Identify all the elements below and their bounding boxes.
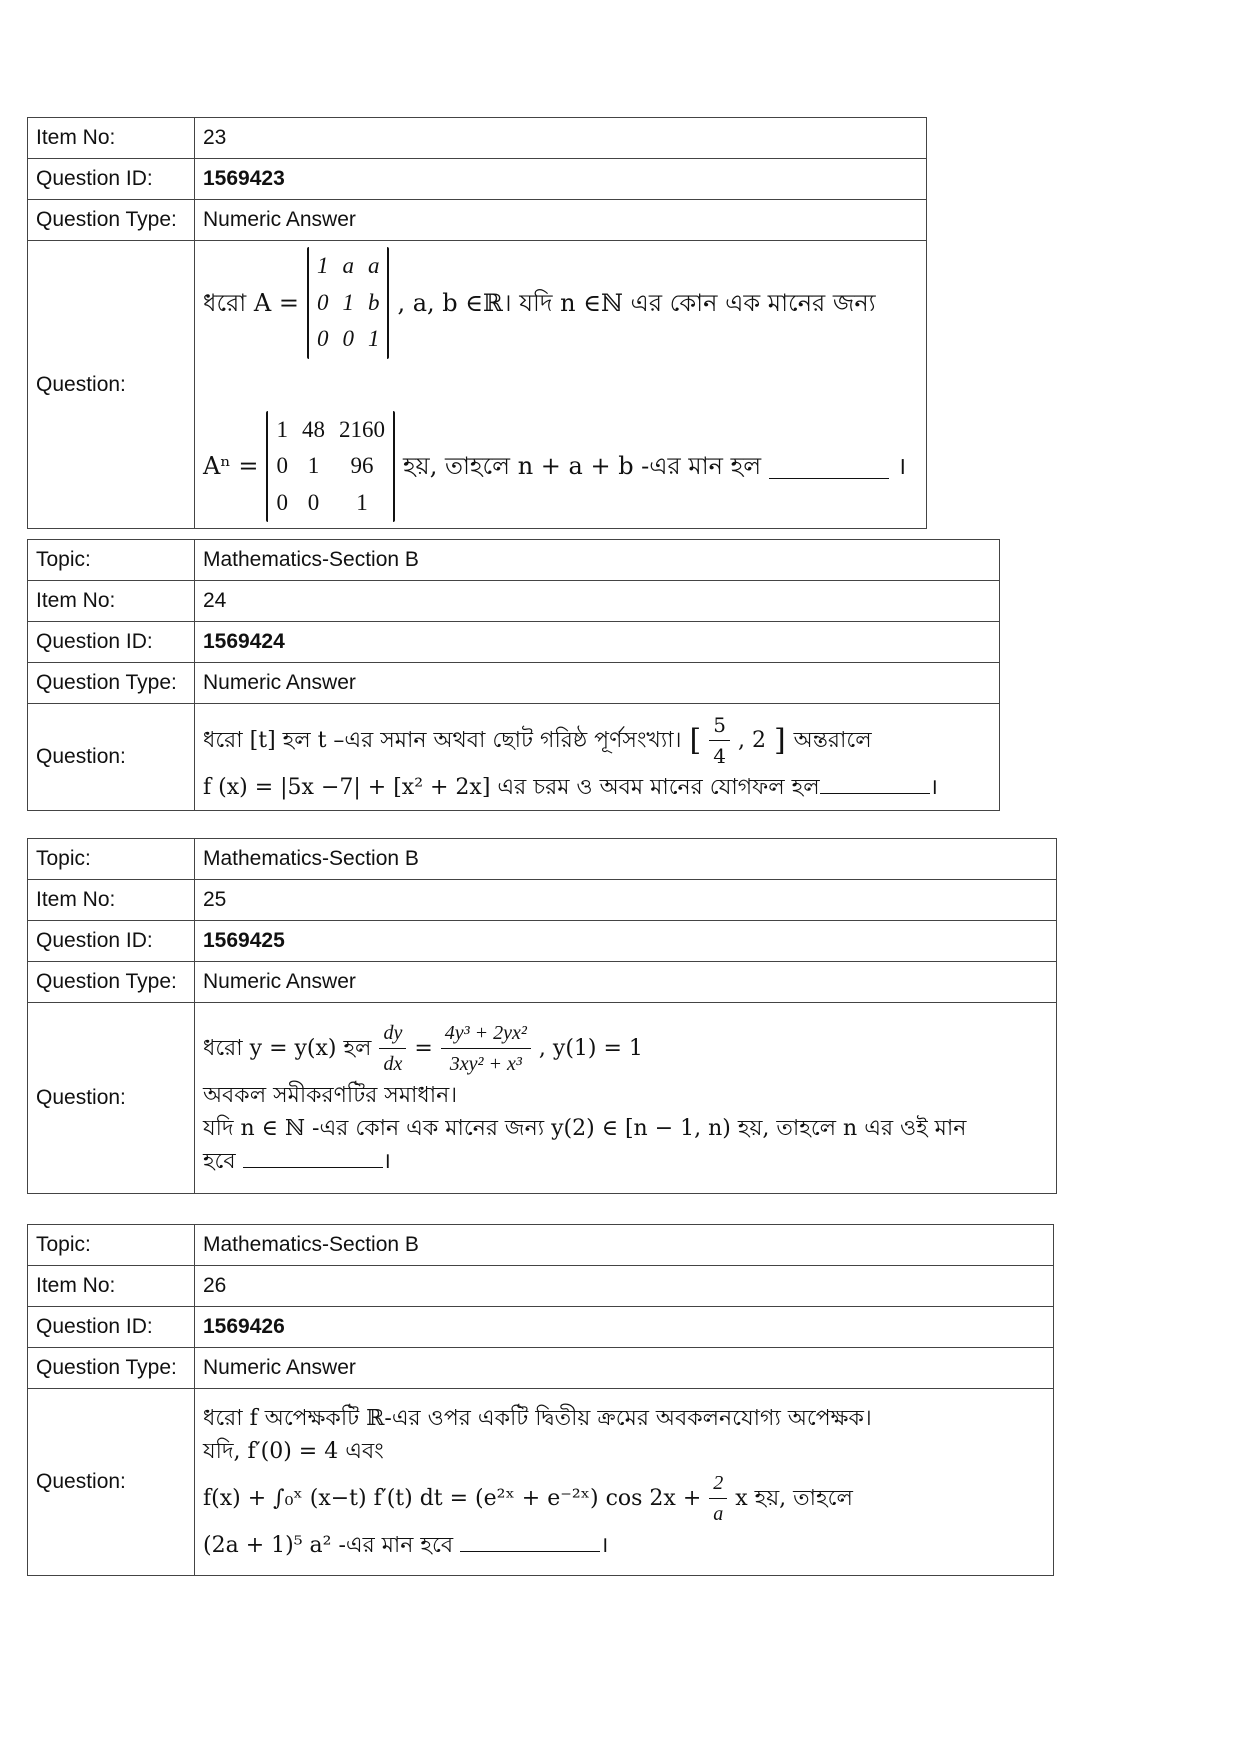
- table-row: [28, 1003, 1057, 1194]
- question-label: Question:: [28, 1003, 195, 1194]
- topic-value: Mathematics-Section B: [195, 1225, 1054, 1266]
- item-no-label: Item No:: [28, 1266, 195, 1307]
- table-row: [28, 921, 1057, 962]
- table-row: [28, 962, 1057, 1003]
- matrix-cell: 1: [367, 326, 380, 351]
- question-id-value: 1569424: [195, 622, 1000, 663]
- matrix-cell: 0: [316, 289, 329, 315]
- question-body: [195, 1389, 1054, 1576]
- question-id-label: Question ID:: [28, 921, 195, 962]
- table-row: [28, 581, 1000, 622]
- table-row: [28, 159, 927, 200]
- item-no-label: Item No:: [28, 581, 195, 622]
- question-table-23: [27, 117, 927, 529]
- interval-end: , 2: [737, 728, 766, 753]
- question-type-label: Question Type:: [28, 663, 195, 704]
- fraction-numerator: 2: [709, 1468, 727, 1499]
- q25-line4: হবে: [203, 1149, 236, 1174]
- q24-line1-b: অন্তরালে: [793, 728, 872, 753]
- question-type-label: Question Type:: [28, 1348, 195, 1389]
- matrix-cell: a: [342, 253, 354, 278]
- item-no-value: 24: [195, 581, 1000, 622]
- q23-line1-prefix: ধরো A =: [203, 288, 299, 317]
- q25-line2: অবকল সমীকরণটির সমাধান।: [203, 1083, 458, 1108]
- q24-line1-a: ধরো [t] হল t –এর সমান অথবা ছোট গরিষ্ঠ পূর্ণসংখ্যা।: [203, 728, 682, 753]
- question-type-value: Numeric Answer: [195, 1348, 1054, 1389]
- question-table-26: [27, 1224, 1054, 1576]
- question-id-value: 1569423: [195, 159, 927, 200]
- table-row: [28, 1266, 1054, 1307]
- matrix-cell: 0: [342, 326, 354, 351]
- matrix-cell: 1: [307, 453, 320, 478]
- question-type-label: Question Type:: [28, 962, 195, 1003]
- question-id-label: Question ID:: [28, 622, 195, 663]
- table-row: [28, 241, 927, 529]
- table-row: [28, 1225, 1054, 1266]
- question-id-value: 1569425: [195, 921, 1057, 962]
- table-row: [28, 200, 927, 241]
- matrix-cell: 1: [356, 489, 368, 515]
- matrix-cell: 1: [342, 289, 354, 315]
- q24-end: ।: [929, 775, 938, 800]
- question-type-value: Numeric Answer: [195, 663, 1000, 704]
- answer-blank: [243, 1145, 383, 1168]
- question-type-value: Numeric Answer: [195, 962, 1057, 1003]
- table-row: [28, 540, 1000, 581]
- answer-blank: [460, 1529, 600, 1552]
- q26-line1: ধরো f অপেক্ষকটি ℝ-এর ওপর একটি দ্বিতীয় ক্রমের অবকলনযোগ্য অপেক্ষক।: [203, 1406, 872, 1431]
- question-body: [195, 1003, 1057, 1194]
- item-no-label: Item No:: [28, 118, 195, 159]
- answer-blank: [820, 771, 930, 794]
- table-row: [28, 1307, 1054, 1348]
- q26-line3-a: f(x) + ∫₀ˣ (x−t) f′(t) dt = (e²ˣ + e⁻²ˣ) cos 2x +: [203, 1486, 702, 1511]
- topic-value: Mathematics-Section B: [195, 540, 1000, 581]
- matrix-cell: 1: [316, 253, 329, 278]
- question-type-value: Numeric Answer: [195, 200, 927, 241]
- question-table-24: [27, 539, 1000, 811]
- topic-label: Topic:: [28, 540, 195, 581]
- fraction-denominator: 3xy² + x³: [449, 1053, 522, 1075]
- matrix-a: [307, 247, 390, 359]
- matrix-cell: 0: [307, 489, 320, 515]
- question-id-value: 1569426: [195, 1307, 1054, 1348]
- item-no-label: Item No:: [28, 880, 195, 921]
- q26-line2: যদি, f′(0) = 4 এবং: [203, 1439, 384, 1464]
- question-id-label: Question ID:: [28, 1307, 195, 1348]
- initial-condition: , y(1) = 1: [538, 1036, 643, 1061]
- matrix-a-power-n: [266, 411, 395, 523]
- item-no-value: 26: [195, 1266, 1054, 1307]
- q25-line3: যদি n ∈ ℕ -এর কোন এক মানের জন্য y(2) ∈ [n − 1, n) হয়, তাহলে n এর ওই মান: [203, 1116, 967, 1141]
- question-label: Question:: [28, 1389, 195, 1576]
- table-row: [28, 704, 1000, 811]
- question-type-label: Question Type:: [28, 200, 195, 241]
- matrix-cell: 0: [316, 326, 329, 351]
- bracket-open: [: [689, 723, 702, 758]
- q25-line1-a: ধরো y = y(x) হল: [203, 1036, 372, 1061]
- matrix-cell: 1: [276, 416, 288, 442]
- table-row: [28, 622, 1000, 663]
- table-row: [28, 1389, 1054, 1576]
- fraction-denominator: dx: [383, 1053, 403, 1075]
- question-id-label: Question ID:: [28, 159, 195, 200]
- matrix-cell: 0: [276, 453, 288, 478]
- table-row: [28, 1348, 1054, 1389]
- fraction-numerator: 4y³ + 2yx²: [441, 1018, 531, 1049]
- question-label: Question:: [28, 704, 195, 811]
- matrix-cell: 2160: [338, 416, 385, 442]
- topic-label: Topic:: [28, 839, 195, 880]
- interval-fraction: [709, 710, 730, 771]
- bracket-close: ]: [773, 723, 786, 758]
- answer-blank: [769, 454, 889, 479]
- matrix-cell: b: [367, 289, 380, 315]
- fraction-numerator: 5: [709, 710, 730, 741]
- q24-line2: f (x) = |5x −7| + [x² + 2x] এর চরম ও অবম মানের যোগফল হল: [203, 775, 820, 800]
- rhs-fraction: [441, 1018, 531, 1079]
- question-table-25: [27, 838, 1057, 1194]
- item-no-value: 23: [195, 118, 927, 159]
- item-no-value: 25: [195, 880, 1057, 921]
- matrix-cell: 0: [276, 489, 288, 515]
- table-row: [28, 839, 1057, 880]
- q26-line3-b: x হয়, তাহলে: [735, 1486, 853, 1511]
- coefficient-fraction: [709, 1468, 727, 1529]
- derivative-fraction: [379, 1018, 406, 1079]
- table-row: [28, 663, 1000, 704]
- matrix-cell: 48: [301, 416, 325, 442]
- q26-end: ।: [600, 1533, 609, 1558]
- q25-end: ।: [382, 1149, 391, 1174]
- q23-end: ।: [897, 452, 907, 481]
- question-body: [195, 704, 1000, 811]
- fraction-denominator: 4: [713, 744, 726, 768]
- fraction-numerator: dy: [379, 1018, 406, 1049]
- topic-value: Mathematics-Section B: [195, 839, 1057, 880]
- fraction-denominator: a: [713, 1503, 724, 1525]
- matrix-cell: 96: [350, 453, 374, 478]
- matrix-cell: a: [367, 253, 380, 278]
- q23-line1-suffix: , a, b ∈ℝ। যদি n ∈ℕ এর কোন এক মানের জন্য: [397, 288, 876, 317]
- equals-sign: =: [414, 1036, 433, 1061]
- topic-label: Topic:: [28, 1225, 195, 1266]
- table-row: [28, 118, 927, 159]
- q23-line2-prefix: Aⁿ =: [203, 452, 259, 481]
- q26-line4: (2a + 1)⁵ a² -এর মান হবে: [203, 1533, 454, 1558]
- question-label: Question:: [28, 241, 195, 529]
- table-row: [28, 880, 1057, 921]
- q23-line2-suffix: হয়, তাহলে n + a + b -এর মান হল: [402, 452, 762, 481]
- question-body: [195, 241, 927, 529]
